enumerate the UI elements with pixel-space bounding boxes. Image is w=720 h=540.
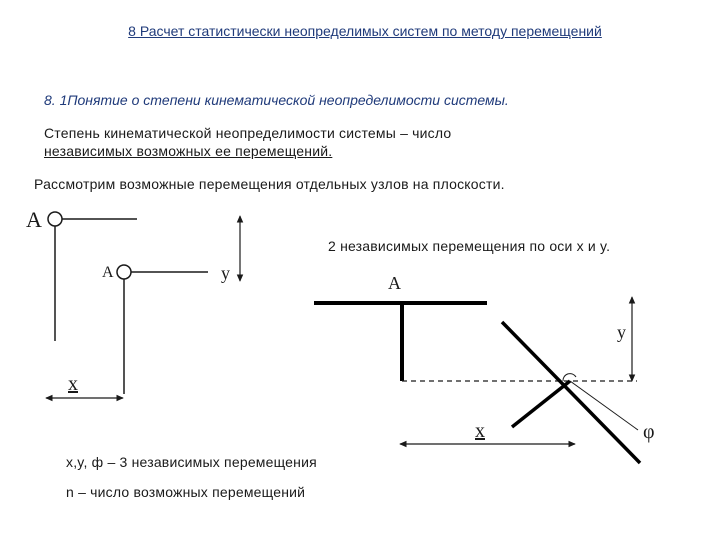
- definition-line-1: Степень кинематической неопределимости системы – число: [44, 125, 452, 141]
- fig1-node: [117, 265, 131, 279]
- fig2-label-phi: φ: [643, 421, 655, 443]
- figure2: [314, 273, 655, 463]
- definition-line-2: независимых возможных ее перемещений.: [44, 143, 333, 159]
- section-subtitle: 8. 1Понятие о степени кинематической неопределимости системы.: [44, 92, 509, 108]
- fig2-rotated-line: [570, 381, 638, 430]
- figure1: [26, 207, 240, 398]
- bottom-line-2: n – число возможных перемещений: [66, 484, 306, 500]
- fig2-label-y: y: [617, 322, 626, 342]
- fig2-inclined-member: [502, 322, 640, 463]
- fig2-label-x: x: [475, 420, 485, 442]
- fig1-node-top: [48, 212, 62, 226]
- fig1-label-top: A: [26, 207, 42, 232]
- fig1-label-y: y: [221, 263, 230, 283]
- page-title: 8 Расчет статистически неопределимых систем по методу перемещений: [128, 23, 602, 39]
- fig2-lower-member: [512, 381, 570, 427]
- consider-text: Рассмотрим возможные перемещения отдельных узлов на плоскости.: [34, 176, 505, 192]
- fig2-label-node: A: [388, 273, 401, 293]
- bottom-line-1: x,y, ф – 3 независимых перемещения: [66, 454, 317, 470]
- fig1-label-node: A: [102, 264, 114, 281]
- figure2-note: 2 независимых перемещения по оси x и y.: [328, 238, 611, 254]
- fig2-rotation-arc: [563, 374, 576, 381]
- fig1-label-x: x: [68, 373, 78, 395]
